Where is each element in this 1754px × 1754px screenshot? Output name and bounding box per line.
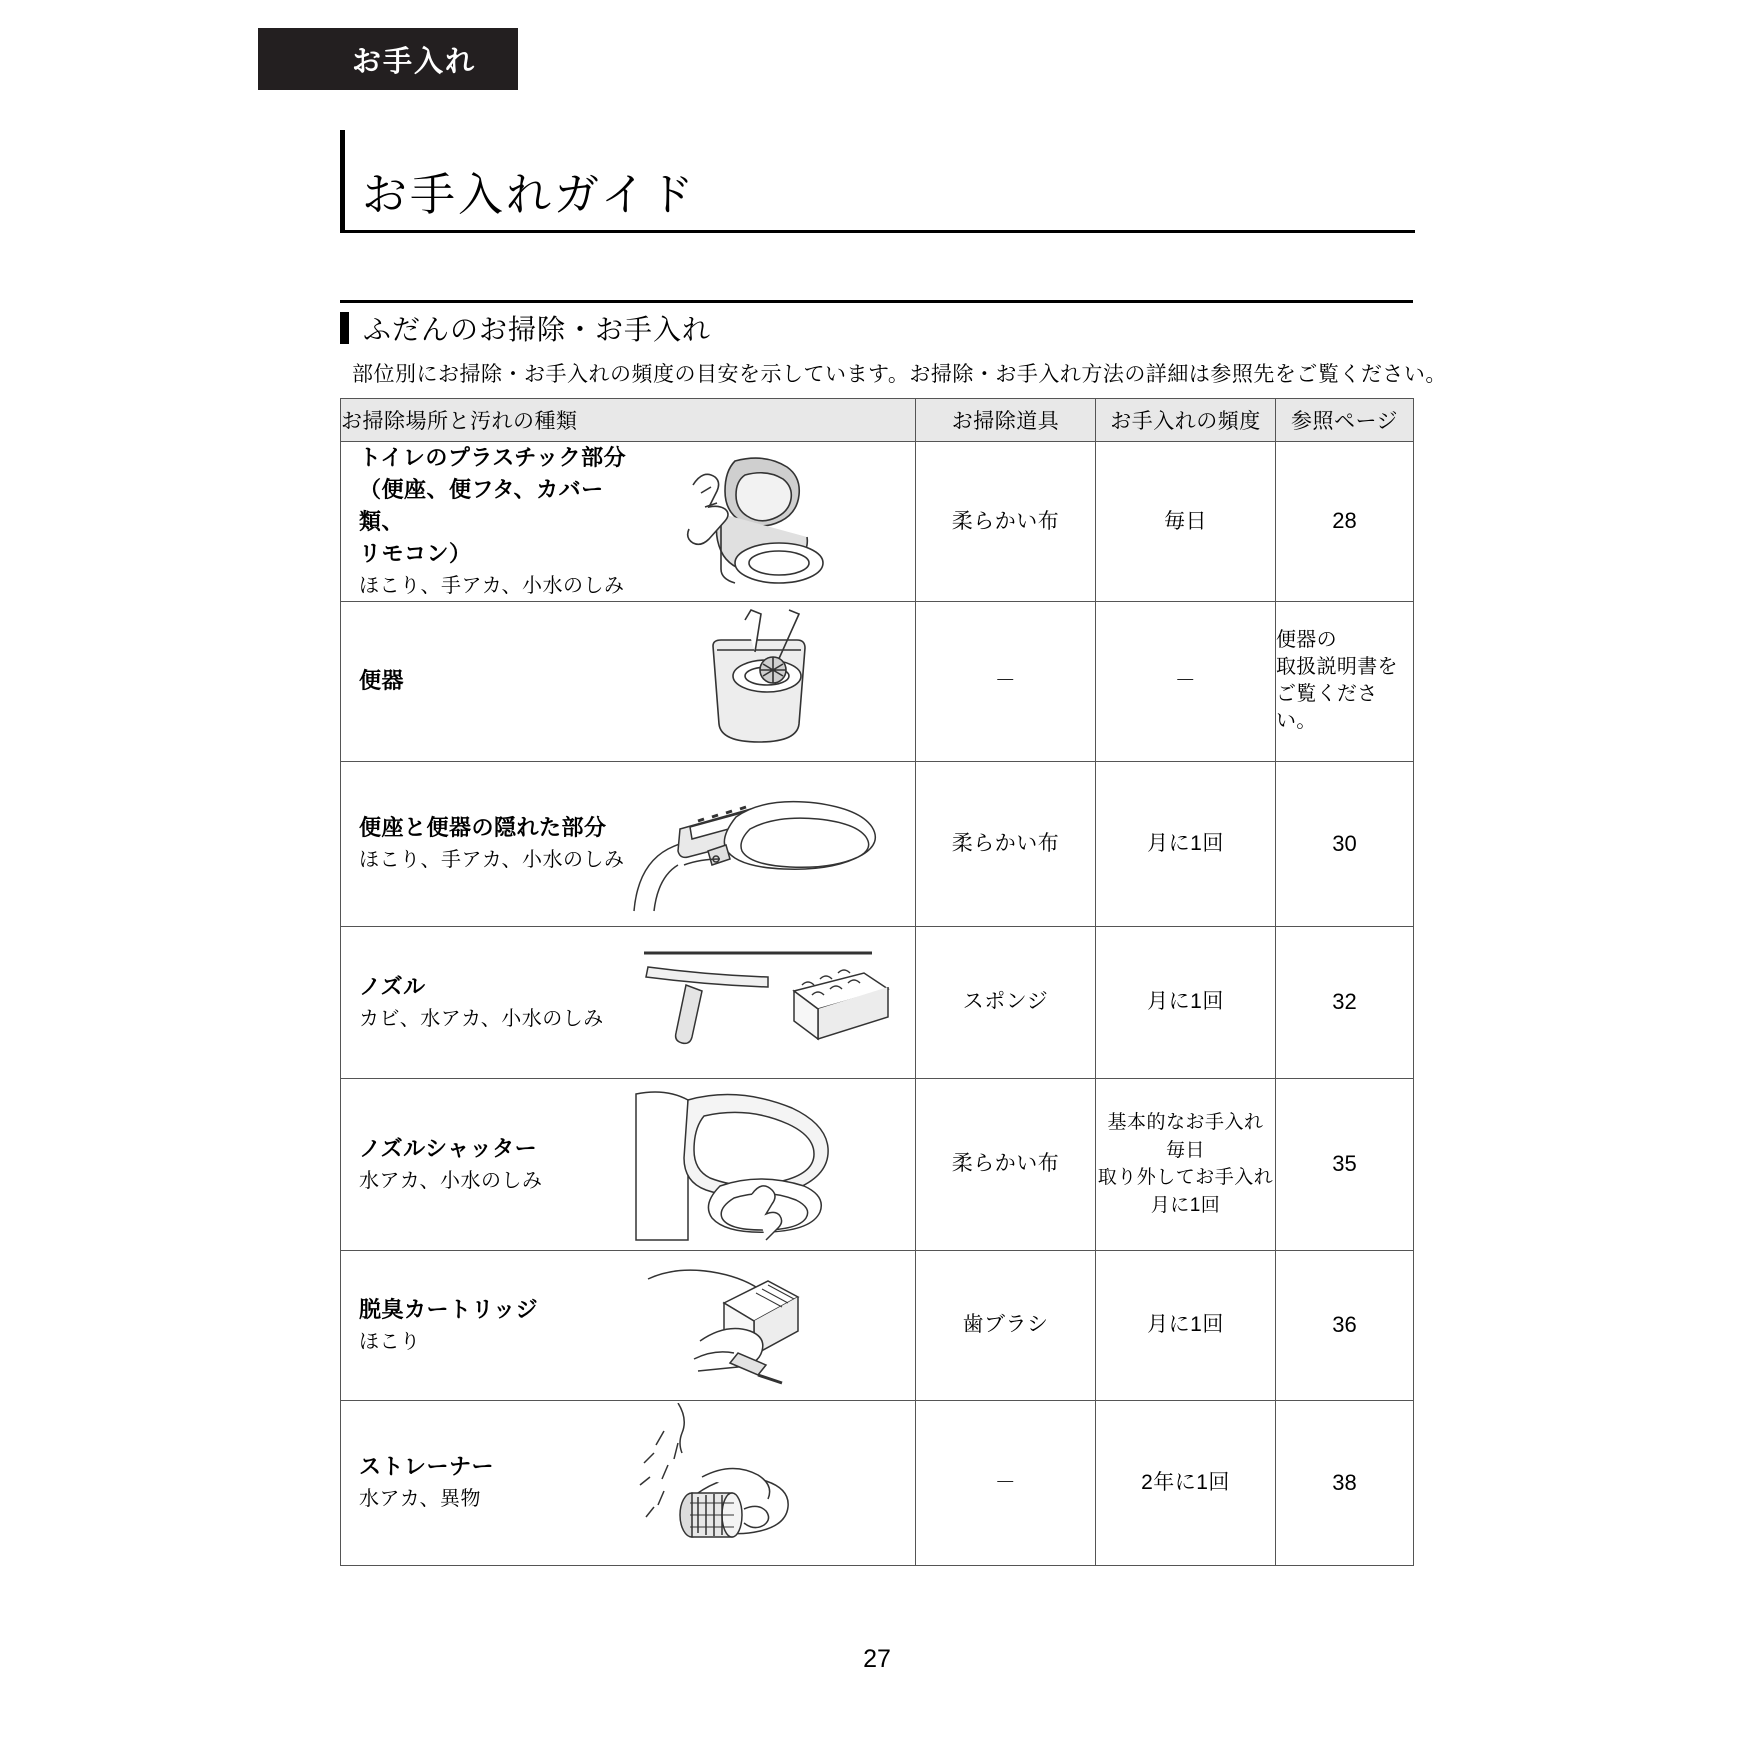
cell-page-note [1276, 601, 1414, 761]
cell-page: 38 [1276, 1400, 1414, 1565]
table-row [341, 601, 1414, 761]
frequency-line: 月に1回 [1150, 1194, 1221, 1216]
toilet-lid-wipe-illustration [619, 442, 909, 601]
cell-frequency: 月に1回 [1096, 926, 1276, 1078]
table-row [341, 442, 1414, 602]
nozzle-sponge-illustration [619, 971, 909, 1034]
section-description: 部位別にお掃除・お手入れの頻度の目安を示しています。お掃除・お手入れ方法の詳細は参照先をご覧ください。 [352, 363, 1447, 386]
row-title-line: 脱臭カートリッジ [359, 1296, 539, 1322]
table-header-row [341, 399, 1414, 442]
row-soil-type: ほこり、手アカ、小水のしみ [359, 574, 625, 597]
cell-page: 35 [1276, 1078, 1414, 1250]
cell-tool: スポンジ [916, 926, 1096, 1078]
row-title-line: リモコン） [359, 540, 472, 566]
cell-frequency: 月に1回 [1096, 1250, 1276, 1400]
cell-description [341, 761, 916, 926]
page-note-line: ご覧ください。 [1276, 683, 1378, 733]
table-row [341, 1400, 1414, 1565]
cell-description [341, 442, 916, 602]
frequency-line: 毎日 [1165, 1139, 1205, 1161]
table-row [341, 926, 1414, 1078]
table-row [341, 1078, 1414, 1250]
column-header-frequency: お手入れの頻度 [1096, 399, 1276, 442]
row-title-line: 便座と便器の隠れた部分 [359, 815, 607, 841]
title-accent-bar [340, 130, 345, 230]
chapter-tab: お手入れ [258, 28, 518, 90]
page-note-line: 便器の [1276, 629, 1337, 652]
row-title-line: （便座、便フタ、カバー類、 [359, 476, 604, 534]
care-guide-table [340, 398, 1414, 1566]
toilet-bowl-brush-illustration [619, 665, 909, 697]
cell-description [341, 926, 916, 1078]
row-title-line: ノズルシャッター [359, 1135, 538, 1161]
section-heading [340, 308, 711, 348]
cell-description [341, 1250, 916, 1400]
cell-tool: － [916, 1400, 1096, 1565]
row-soil-type: ほこり [359, 1330, 421, 1353]
cell-frequency: － [1096, 601, 1276, 761]
row-title-line: ノズル [359, 973, 426, 999]
table-row [341, 1250, 1414, 1400]
page-title-block [340, 130, 1415, 240]
table-row [341, 761, 1414, 926]
row-soil-type: ほこり、手アカ、小水のしみ [359, 849, 625, 871]
cell-tool: 柔らかい布 [916, 761, 1096, 926]
page-title: お手入れガイド [362, 169, 697, 220]
cell-page: 28 [1276, 442, 1414, 602]
frequency-line: 基本的なお手入れ [1107, 1111, 1264, 1133]
cell-description [341, 1400, 916, 1565]
column-header-place: お掃除場所と汚れの種類 [341, 399, 916, 442]
page-note-line: 取扱説明書を [1276, 656, 1398, 679]
strainer-illustration [619, 1451, 909, 1514]
cell-tool: 歯ブラシ [916, 1250, 1096, 1400]
cell-tool: 柔らかい布 [916, 442, 1096, 602]
row-title-line: 便器 [359, 668, 405, 694]
page-number: 27 [863, 1645, 891, 1673]
cell-frequency: 毎日 [1096, 442, 1276, 602]
deodorant-cartridge-illustration [619, 1294, 909, 1357]
cell-description [341, 1078, 916, 1250]
row-soil-type: カビ、水アカ、小水のしみ [359, 1007, 604, 1030]
frequency-line: 取り外してお手入れ [1097, 1167, 1274, 1189]
row-soil-type: 水アカ、小水のしみ [359, 1169, 543, 1192]
cell-frequency [1096, 1078, 1276, 1250]
section-heading-label: ふだんのお掃除・お手入れ [363, 314, 712, 345]
cell-page: 30 [1276, 761, 1414, 926]
title-underline [340, 230, 1415, 233]
row-title-line: トイレのプラスチック部分 [359, 445, 627, 470]
row-title-line: ストレーナー [359, 1454, 495, 1480]
cell-page: 32 [1276, 926, 1414, 1078]
cell-tool: － [916, 601, 1096, 761]
row-soil-type: 水アカ、異物 [359, 1488, 481, 1510]
column-header-tool: お掃除道具 [916, 399, 1096, 442]
cell-description [341, 601, 916, 761]
nozzle-shutter-illustration [619, 1133, 909, 1196]
section-top-rule [340, 300, 1413, 303]
cell-frequency: 2年に1回 [1096, 1400, 1276, 1565]
column-header-page: 参照ページ [1276, 399, 1414, 442]
cell-frequency: 月に1回 [1096, 761, 1276, 926]
cell-page: 36 [1276, 1250, 1414, 1400]
section-tick-icon [340, 312, 349, 344]
seat-lifted-illustration [619, 812, 909, 875]
cell-tool: 柔らかい布 [916, 1078, 1096, 1250]
